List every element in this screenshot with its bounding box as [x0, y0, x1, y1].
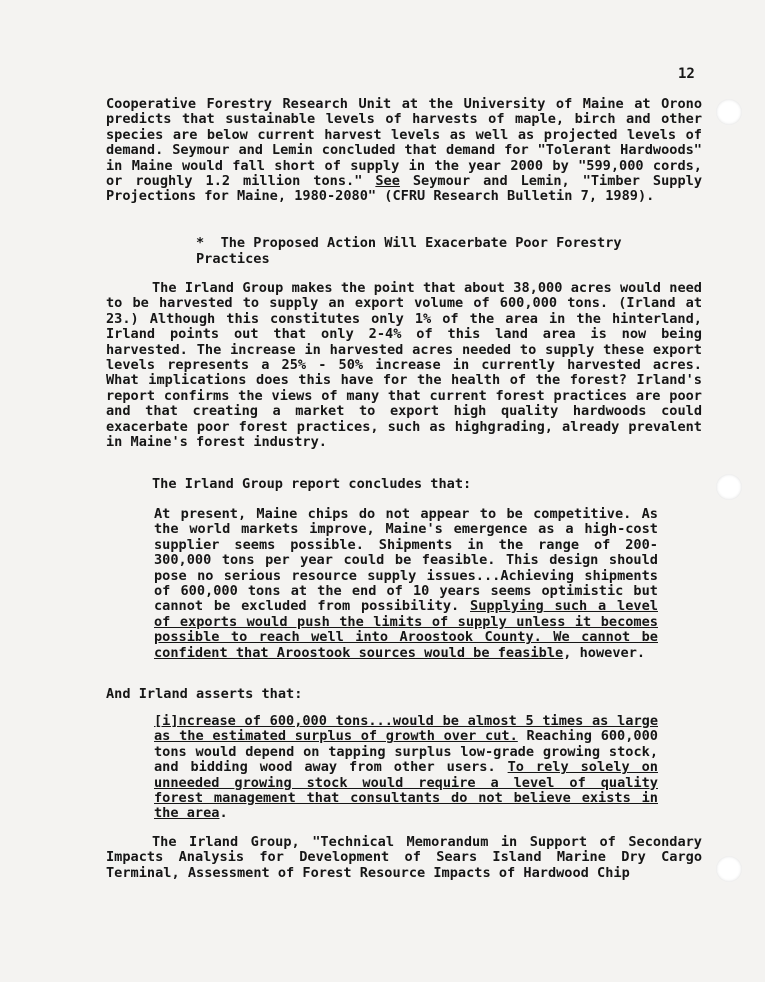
paragraph-cfru-text-b: Seymour and Lemin, "Timber Supply Projections for Maine, 1980-2080" (CFRU Research Bulletin 7, 1989). [106, 173, 703, 205]
page-bottom-edge [0, 982, 765, 992]
heading-bullet: * [196, 235, 205, 251]
section-heading [196, 235, 702, 267]
quote-2-underlined-a: [i]ncrease of 600,000 tons...would be almost 5 times as large as the estimated surplus of growth over cut. [154, 713, 658, 745]
paragraph-technical-memo: The Irland Group, "Technical Memorandum in Support of Secondary Impacts Analysis for Development of Sears Island Marine Dry Cargo Terminal, Assessment of Forest Resource Impacts of Hardwood Chip [106, 834, 702, 881]
quote-2-text-b: . [219, 805, 228, 822]
paragraph-irland-acres: The Irland Group makes the point that about 38,000 acres would need to be harvested to supply an export volume of 600,000 tons. (Irland at 23.) Although this constitutes only 1% of the area in the hinterland, Irland points out that only 2-4% of this land area is now being harvested. The increase in harvested acres needed to supply these export levels represents a 25% - 50% increase in currently harvested acres. What implications does this have for the health of the forest? Irland's report confirms the views of many that current forest practices are poor and that creating a market to export high quality hardwoods could exacerbate poor forest practices, such as highgrading, already prevalent in Maine's forest industry. [106, 280, 702, 451]
punch-hole-middle [716, 474, 742, 500]
heading-text: The Proposed Action Will Exacerbate Poor Forestry Practices [196, 235, 622, 267]
quote-1-underlined: Supplying such a level of exports would push the limits of supply unless it becomes possible to reach well into Aroostook County. We cannot be confident that Aroostook sources would be feasible [154, 598, 658, 661]
paragraph-irland-asserts: And Irland asserts that: [106, 686, 303, 702]
punch-hole-bottom [716, 856, 742, 882]
punch-hole-top [716, 99, 742, 125]
page-number: 12 [678, 66, 695, 82]
paragraph-irland-concludes: The Irland Group report concludes that: [152, 476, 472, 492]
paragraph-cfru-text-a: Cooperative Forestry Research Unit at the University of Maine at Orono predicts that sustainable levels of harvests of maple, birch and other species are below current harvest levels as well as projected levels of demand. Seymour and Lemin concluded that demand for "Tolerant Hardwoods" in Maine would fall short of supply in the year 2000 by "599,000 cords, or roughly 1.2 million tons." [106, 96, 702, 190]
quote-1-text-b: , however. [563, 644, 646, 661]
quote-irland-1 [154, 507, 658, 661]
quote-2-underlined-b: To rely solely on unneeded growing stock would require a level of quality forest management that consultants do not believe exists in the area [154, 759, 658, 822]
paragraph-cfru [106, 97, 702, 205]
see-signal: See [375, 173, 400, 190]
quote-2-text-a: Reaching 600,000 tons would depend on tapping surplus low-grade growing stock, and bidding wood away from other users. [154, 728, 658, 776]
quote-irland-2 [154, 714, 658, 822]
quote-1-text-a: At present, Maine chips do not appear to be competitive. As the world markets improve, Maine's emergence as a high-cost supplier seems possible. Shipments in the range of 200-300,000 tons per year could be feasible. This design should pose no serious resource supply issues...Achieving shipments of 600,000 tons at the end of 10 years seems optimistic but cannot be excluded from possibility. [154, 506, 658, 615]
